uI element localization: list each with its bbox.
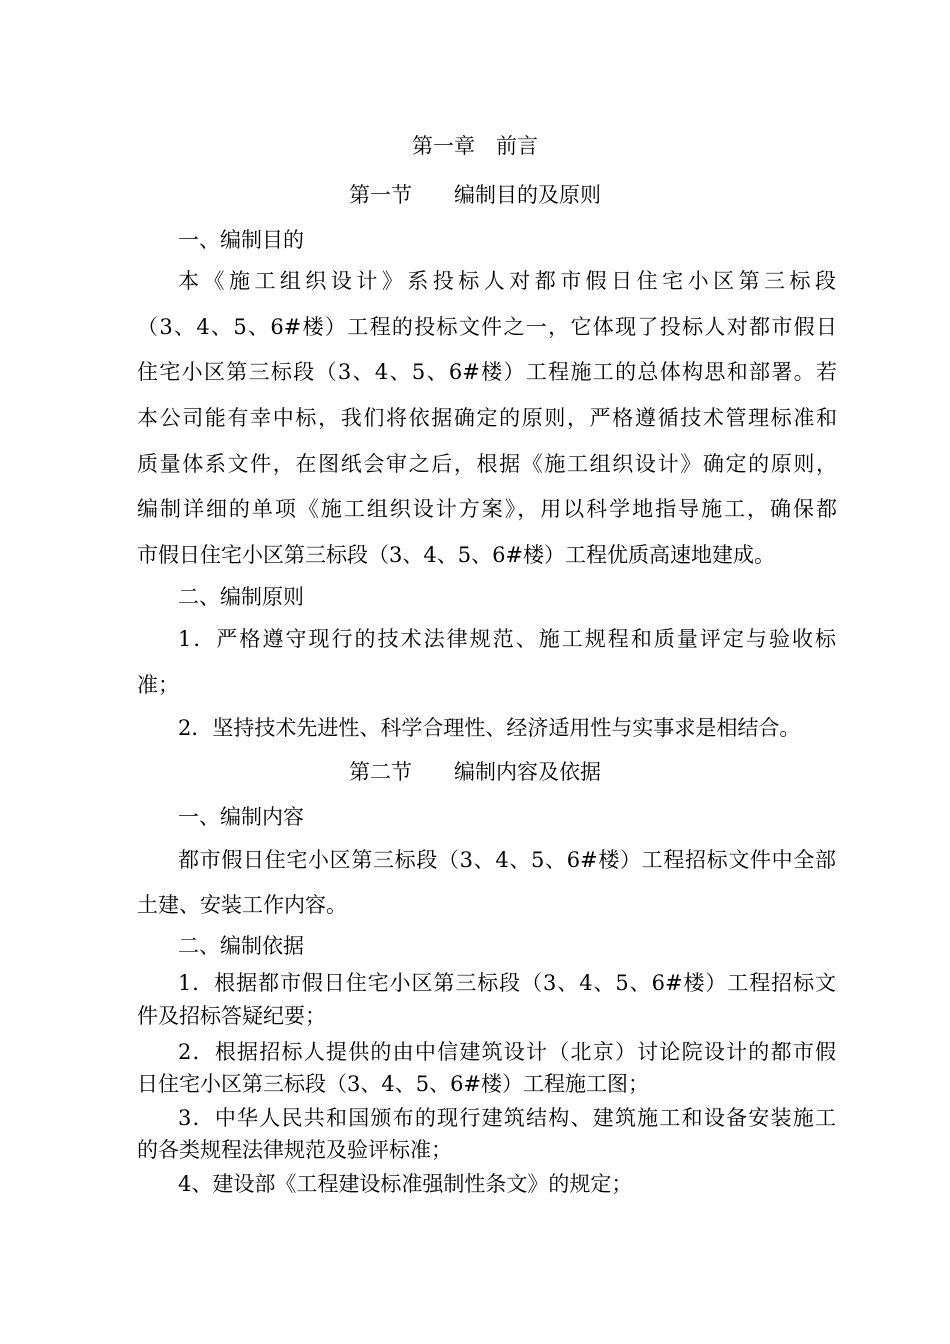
principle-item2: 2．坚持技术先进性、科学合理性、经济适用性与实事求是相结合。	[178, 716, 801, 740]
basis-item1-line-1: 1．根据都市假日住宅小区第三标段（3、4、5、6#楼）工程招标文	[178, 971, 836, 995]
principle-item1-line-1: 1．严格遵守现行的技术法律规范、施工规程和质量评定与验收标	[178, 627, 836, 651]
section2-subsection1-title: 一、编制内容	[178, 805, 304, 829]
purpose-line-1: 本《施工组织设计》系投标人对都市假日住宅小区第三标段	[178, 269, 836, 293]
section1-title: 编制目的及原则	[454, 183, 601, 207]
section2-title: 编制内容及依据	[454, 760, 601, 784]
chapter-title: 前言	[496, 134, 538, 158]
content-line-2: 土建、安装工作内容。	[137, 893, 347, 917]
section1-heading	[0, 182, 950, 208]
section1-number: 第一节	[349, 183, 412, 207]
chapter-number: 第一章	[412, 134, 475, 158]
principle-item1-line-2: 准；	[137, 673, 179, 697]
section2-heading	[0, 759, 950, 785]
purpose-line-6: 编制详细的单项《施工组织设计方案》，用以科学地指导施工，确保都	[137, 497, 837, 521]
purpose-line-7: 市假日住宅小区第三标段（3、4、5、6#楼）工程优质高速地建成。	[137, 543, 776, 567]
purpose-line-3: 住宅小区第三标段（3、4、5、6#楼）工程施工的总体构思和部署。若	[137, 360, 837, 384]
purpose-line-2: （3、4、5、6#楼）工程的投标文件之一，它体现了投标人对都市假日	[137, 315, 837, 339]
purpose-line-4: 本公司能有幸中标，我们将依据确定的原则，严格遵循技术管理标准和	[137, 406, 837, 430]
content-line-1: 都市假日住宅小区第三标段（3、4、5、6#楼）工程招标文件中全部	[178, 848, 836, 872]
basis-item4: 4、建设部《工程建设标准强制性条文》的规定；	[178, 1172, 633, 1196]
basis-item3-line-1: 3．中华人民共和国颁布的现行建筑结构、建筑施工和设备安装施工	[178, 1106, 836, 1130]
section1-subsection1-title: 一、编制目的	[178, 228, 304, 252]
basis-item2-line-2: 日住宅小区第三标段（3、4、5、6#楼）工程施工图；	[137, 1072, 650, 1096]
basis-item2-line-1: 2．根据招标人提供的由中信建筑设计（北京）讨论院设计的都市假	[178, 1040, 836, 1064]
basis-item3-line-2: 的各类规程法律规范及验评标准；	[137, 1138, 452, 1162]
section1-subsection2-title: 二、编制原则	[178, 585, 304, 609]
section2-number: 第二节	[349, 760, 412, 784]
chapter-heading	[0, 133, 950, 159]
section2-subsection2-title: 二、编制依据	[178, 934, 304, 958]
purpose-line-5: 质量体系文件，在图纸会审之后，根据《施工组织设计》确定的原则，	[137, 452, 837, 476]
basis-item1-line-2: 件及招标答疑纪要；	[137, 1004, 326, 1028]
